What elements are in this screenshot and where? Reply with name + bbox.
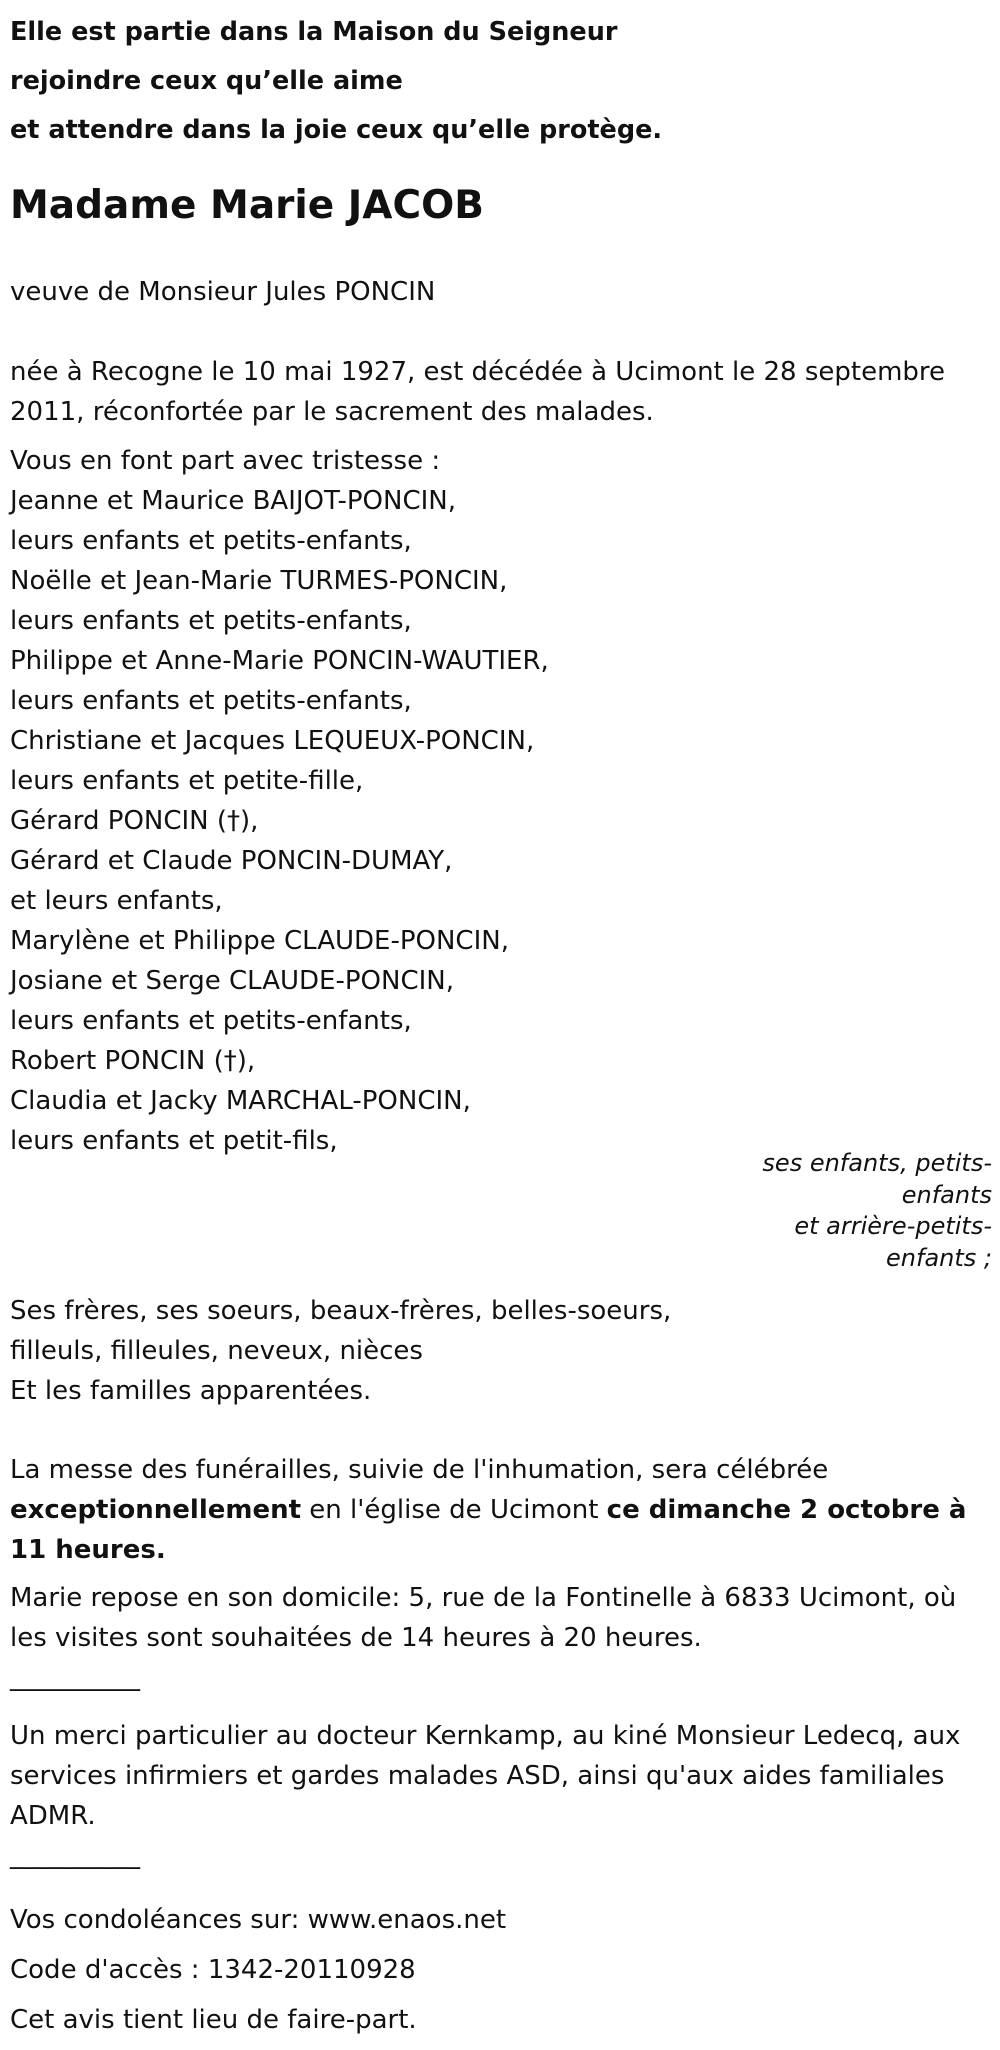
family-line: Noëlle et Jean-Marie TURMES-PONCIN,	[10, 566, 508, 596]
separator-line: __________	[10, 1840, 140, 1870]
grandchildren-line: ses enfants, petits-	[762, 1149, 992, 1177]
birth-death-text: née à Recogne le 10 mai 1927, est décédée à Ucimont le 28 septembre 2011, réconfortée par le sacrement des malades.	[10, 357, 946, 427]
family-line: leurs enfants et petite-fille,	[10, 766, 364, 796]
deceased-name: Madame Marie JACOB	[10, 183, 484, 228]
family-line: Robert PONCIN (†),	[10, 1046, 256, 1076]
thanks-text: Un merci particulier au docteur Kernkamp, au kiné Monsieur Ledecq, aux services infirmiers et gardes malades ASD, ainsi qu'aux aides familiales ADMR.	[10, 1721, 961, 1831]
funeral-date: ce dimanche 2 octobre à 11 heures.	[10, 1495, 967, 1565]
funeral-text: La messe des funérailles, suivie de l'inhumation, sera célébrée	[10, 1455, 829, 1485]
family-line: Philippe et Anne-Marie PONCIN-WAUTIER,	[10, 646, 549, 676]
separator-line: __________	[10, 1662, 140, 1692]
family-line: Gérard PONCIN (†),	[10, 806, 259, 836]
family-line: leurs enfants et petit-fils,	[10, 1126, 338, 1156]
relatives-line: Ses frères, ses soeurs, beaux-frères, belles-soeurs,	[10, 1296, 672, 1326]
intro-line: rejoindre ceux qu’elle aime	[10, 66, 403, 96]
funeral-announcement	[10, 1450, 995, 1570]
grandchildren-note	[732, 1148, 992, 1274]
grandchildren-line: et arrière-petits-	[794, 1212, 992, 1240]
family-line: Jeanne et Maurice BAIJOT-PONCIN,	[10, 486, 457, 516]
condolences-link[interactable]: Vos condoléances sur: www.enaos.net	[10, 1905, 507, 1935]
intro-verse	[10, 8, 995, 155]
grandchildren-line: enfants	[901, 1180, 992, 1209]
widow-of: veuve de Monsieur Jules PONCIN	[10, 277, 436, 307]
family-line: et leurs enfants,	[10, 886, 223, 916]
family-line: leurs enfants et petits-enfants,	[10, 526, 412, 556]
intro-line: Elle est partie dans la Maison du Seigneur	[10, 17, 618, 47]
condolences-block	[10, 1895, 995, 2045]
relatives-line: filleuls, filleules, neveux, nièces	[10, 1336, 423, 1366]
family-line: Marylène et Philippe CLAUDE-PONCIN,	[10, 926, 509, 956]
repose-info: Marie repose en son domicile: 5, rue de la Fontinelle à 6833 Ucimont, où les visites sont souhaitées de 14 heures à 20 heures.	[10, 1583, 957, 1653]
family-list	[10, 441, 995, 1161]
access-code: Code d'accès : 1342-20110928	[10, 1955, 416, 1985]
family-line: leurs enfants et petits-enfants,	[10, 606, 412, 636]
relatives-line: Et les familles apparentées.	[10, 1376, 372, 1406]
notice-text: Cet avis tient lieu de faire-part.	[10, 2005, 417, 2035]
other-relatives	[10, 1291, 995, 1411]
family-line: Claudia et Jacky MARCHAL-PONCIN,	[10, 1086, 471, 1116]
family-line: leurs enfants et petits-enfants,	[10, 1006, 412, 1036]
family-line: Gérard et Claude PONCIN-DUMAY,	[10, 846, 453, 876]
family-line: Josiane et Serge CLAUDE-PONCIN,	[10, 966, 454, 996]
family-line: Christiane et Jacques LEQUEUX-PONCIN,	[10, 726, 535, 756]
grandchildren-line: enfants ;	[886, 1243, 992, 1272]
family-line: leurs enfants et petits-enfants,	[10, 686, 412, 716]
family-heading: Vous en font part avec tristesse :	[10, 446, 441, 476]
intro-line: et attendre dans la joie ceux qu’elle protège.	[10, 115, 663, 145]
funeral-emphasis: exceptionnellement	[10, 1495, 302, 1525]
funeral-text: en l'église de Ucimont	[301, 1495, 607, 1525]
